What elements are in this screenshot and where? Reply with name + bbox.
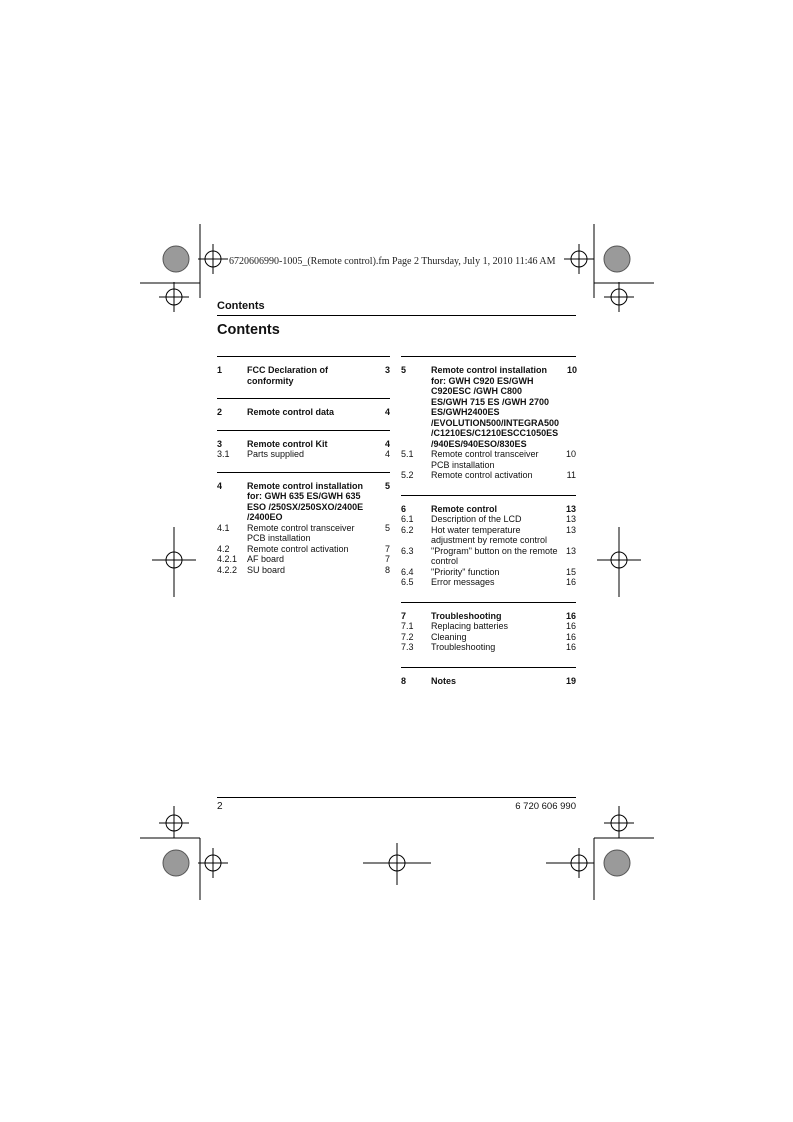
toc-entry[interactable] xyxy=(401,611,576,622)
toc-entry[interactable] xyxy=(401,365,576,449)
toc-entry-page: 16 xyxy=(565,610,576,621)
toc-subentry-title: Troubleshooting xyxy=(431,642,496,652)
toc-subentry-page: 4 xyxy=(384,449,390,459)
toc-entry-title: Troubleshooting xyxy=(431,610,502,621)
toc-subentry[interactable] xyxy=(401,567,576,578)
registration-mark-icon xyxy=(198,838,228,900)
toc-entry-page: 3 xyxy=(384,365,390,375)
registration-mark-icon xyxy=(564,224,594,298)
toc-entry-page: 10 xyxy=(567,365,578,375)
toc-section xyxy=(401,356,576,481)
registration-mark-icon xyxy=(198,224,228,298)
toc-subentry-title: Parts supplied xyxy=(247,449,305,459)
toc-entry-number: 4 xyxy=(217,480,223,491)
toc-subentry-page: 10 xyxy=(565,449,576,459)
toc-subentry-number: 6.5 xyxy=(401,577,414,587)
section-rule xyxy=(401,667,576,668)
registration-mark-icon xyxy=(546,838,594,900)
toc-section xyxy=(401,602,576,653)
toc-subentry[interactable] xyxy=(401,621,576,632)
toc-entry-number: 1 xyxy=(217,365,223,375)
toc-subentry-page: 15 xyxy=(565,566,576,577)
toc-entry[interactable] xyxy=(217,481,390,523)
toc-subentry[interactable] xyxy=(401,546,576,567)
toc-section xyxy=(217,356,390,386)
registration-mark-icon xyxy=(140,806,200,838)
toc-entry-title: Remote control data xyxy=(247,407,335,417)
toc-subentry[interactable] xyxy=(401,525,576,546)
section-rule xyxy=(217,472,390,473)
registration-mark-icon xyxy=(152,527,196,597)
toc-subentry-number: 6.2 xyxy=(401,524,414,535)
toc-subentry-number: 7.1 xyxy=(401,621,414,631)
running-head: Contents xyxy=(217,300,265,312)
toc-subentry-page: 13 xyxy=(565,514,576,524)
toc-entry-number: 5 xyxy=(401,365,407,375)
section-rule xyxy=(401,356,576,357)
toc-entry-title: Remote control xyxy=(431,503,498,514)
toc-subentry-title: Error messages xyxy=(431,577,495,587)
toc-subentry[interactable] xyxy=(401,470,576,481)
toc-subentry-title: AF board xyxy=(247,554,285,564)
toc-subentry[interactable] xyxy=(401,632,576,643)
section-rule xyxy=(217,430,390,431)
registration-mark-icon xyxy=(594,282,654,312)
toc-subentry-number: 6.1 xyxy=(401,514,414,524)
toc-subentry-page: 5 xyxy=(384,522,390,533)
toc-entry-number: 3 xyxy=(217,438,223,449)
toc-entry-number: 7 xyxy=(401,610,407,621)
registration-mark-icon xyxy=(363,843,431,885)
toc-subentry-page: 16 xyxy=(565,642,576,652)
toc-subentry-page: 7 xyxy=(384,554,390,564)
toc-subentry-number: 7.3 xyxy=(401,642,414,652)
toc-subentry-title: Remote control activation xyxy=(247,543,349,554)
footer-doc-number: 6 720 606 990 xyxy=(515,801,576,812)
toc-subentry[interactable] xyxy=(401,642,576,653)
toc-entry[interactable] xyxy=(217,439,390,450)
registration-mark-icon xyxy=(597,527,641,597)
toc-subentry-title: Remote control transceiver PCB installation xyxy=(247,522,355,543)
toc-entry-page: 13 xyxy=(565,503,576,514)
toc-subentry[interactable] xyxy=(217,544,390,555)
toc-subentry-number: 5.1 xyxy=(401,449,414,459)
toc-subentry-number: 6.4 xyxy=(401,566,414,577)
section-rule xyxy=(217,398,390,399)
toc-entry-page: 4 xyxy=(384,407,390,417)
toc-subentry[interactable] xyxy=(401,514,576,525)
toc-right-column xyxy=(401,356,576,686)
toc-entry[interactable] xyxy=(401,504,576,515)
toc-subentry[interactable] xyxy=(401,577,576,588)
toc-section xyxy=(401,495,576,588)
registration-mark-icon xyxy=(594,806,654,838)
toc-subentry-number: 7.2 xyxy=(401,631,414,642)
toc-subentry-title: "Program" button on the remote control xyxy=(431,545,558,566)
toc-entry-page: 5 xyxy=(384,480,390,491)
toc-subentry[interactable] xyxy=(217,554,390,565)
footer-page-number: 2 xyxy=(217,801,223,812)
toc-entry-title: Remote control installation for: GWH 635 ES/GWH 635 ESO /250SX/250SXO/2400E /2400EO xyxy=(247,480,364,522)
toc-subentry-number: 5.2 xyxy=(401,470,414,480)
toc-subentry-title: Remote control activation xyxy=(431,470,533,480)
toc-subentry-page: 8 xyxy=(384,564,390,575)
toc-subentry-number: 3.1 xyxy=(217,449,230,459)
toc-left-column xyxy=(217,356,390,575)
toc-section xyxy=(217,398,390,418)
print-header: 6720606990-1005_(Remote control).fm Page 2 Thursday, July 1, 2010 11:46 AM xyxy=(229,256,556,267)
toc-subentry-number: 4.2.1 xyxy=(217,554,238,564)
toc-section xyxy=(401,667,576,687)
toc-section xyxy=(217,472,390,576)
page-title: Contents xyxy=(217,322,280,338)
toc-subentry-title: "Priority" function xyxy=(431,566,500,577)
toc-subentry-title: Replacing batteries xyxy=(431,621,509,631)
toc-subentry[interactable] xyxy=(217,449,390,460)
toc-entry[interactable] xyxy=(401,676,576,687)
toc-entry-title: Notes xyxy=(431,675,457,686)
color-dial-icon xyxy=(163,246,189,272)
toc-entry-title: Remote control Kit xyxy=(247,438,328,449)
toc-subentry-title: Description of the LCD xyxy=(431,514,522,524)
toc-subentry-page: 7 xyxy=(384,543,390,554)
toc-subentry-page: 16 xyxy=(565,631,576,642)
toc-entry-title: FCC Declaration of conformity xyxy=(247,365,329,386)
toc-subentry-title: Hot water temperature adjustment by remote control xyxy=(431,524,548,545)
toc-subentry-page: 16 xyxy=(565,577,576,587)
toc-subentry[interactable] xyxy=(217,565,390,576)
header-rule xyxy=(217,315,576,316)
toc-entry-page: 4 xyxy=(384,438,390,449)
toc-entry-number: 6 xyxy=(401,503,407,514)
footer-rule xyxy=(217,797,576,798)
toc-subentry-number: 4.2 xyxy=(217,543,230,554)
toc-subentry-number: 4.2.2 xyxy=(217,564,238,575)
toc-subentry[interactable] xyxy=(217,523,390,544)
toc-subentry-number: 6.3 xyxy=(401,545,414,556)
toc-subentry-page: 13 xyxy=(565,524,576,535)
section-rule xyxy=(217,356,390,357)
toc-entry-number: 8 xyxy=(401,675,407,686)
toc-subentry-page: 11 xyxy=(566,470,576,480)
toc-subentry[interactable] xyxy=(401,449,576,470)
toc-entry-title: Remote control installation for: GWH C920 ES/GWH C920ESC /GWH C800 ES/GWH 715 ES /GWH 2700 ES/GWH2400ES /EVOLUTION500/INTEGRA500 /C1210ES/C1210ESCC1050ES /940ES/940ESO/830ES xyxy=(431,365,560,449)
toc-subentry-title: SU board xyxy=(247,564,286,575)
toc-subentry-title: Remote control transceiver PCB installation xyxy=(431,449,539,470)
color-dial-icon xyxy=(604,246,630,272)
toc-section xyxy=(217,430,390,460)
toc-entry-page: 19 xyxy=(565,675,576,686)
toc-subentry-title: Cleaning xyxy=(431,631,467,642)
color-dial-icon xyxy=(163,850,189,876)
toc-subentry-number: 4.1 xyxy=(217,522,230,533)
section-rule xyxy=(401,495,576,496)
color-dial-icon xyxy=(604,850,630,876)
toc-subentry-page: 13 xyxy=(565,545,576,556)
registration-mark-icon xyxy=(140,282,200,312)
toc-entry[interactable] xyxy=(217,407,390,418)
toc-subentry-page: 16 xyxy=(565,621,576,631)
toc-entry[interactable] xyxy=(217,365,390,386)
section-rule xyxy=(401,602,576,603)
toc-entry-number: 2 xyxy=(217,407,223,417)
